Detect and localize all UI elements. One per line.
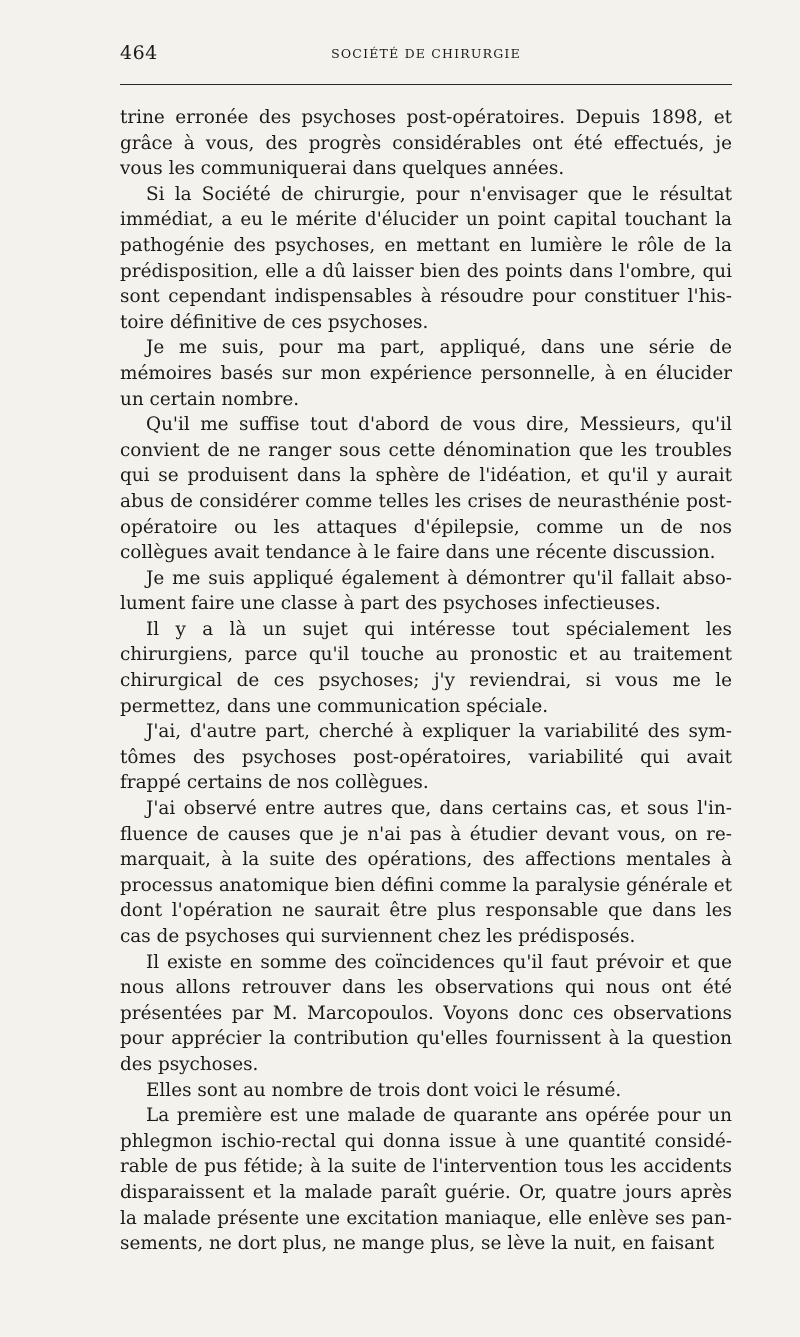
page-number: 464 bbox=[120, 42, 158, 64]
paragraph: J'ai, d'autre part, cherché à expliquer la variabilité des symtômes des psychoses post-opératoires, variabilité qui avait frappé certains de nos collègues. bbox=[120, 721, 732, 794]
body-text bbox=[120, 105, 732, 1257]
paragraph: Elles sont au nombre de trois dont voici le résumé. bbox=[146, 1079, 622, 1101]
paragraph: Il existe en somme des coïncidences qu'il faut prévoir et que nous allons retrouver dans les observations qui nous ont été présentées par M. Marcopoulos. Voyons donc ces observations pour apprécier la contribution qu'elles fournissent à la question des psychoses. bbox=[120, 951, 732, 1075]
paragraph: Je me suis appliqué également à démontrer qu'il fallait absolument faire une classe à part des psychoses infectieuses. bbox=[120, 567, 732, 615]
paragraph: Qu'il me suffise tout d'abord de vous dire, Messieurs, qu'il convient de ne ranger sous cette dénomination que les troubles qui se produisent dans la sphère de l'idéation, et qu'il y aurait abus de considérer comme telles les crises de neurasthénie post-opératoire ou les attaques d'épilepsie, comme un de nos collègues avait tendance à le faire dans une récente discussion. bbox=[120, 414, 732, 564]
header-rule bbox=[120, 84, 732, 85]
paragraph: J'ai observé entre autres que, dans certains cas, et sous l'influence de causes que je n'ai pas à étudier devant vous, on remarquait, à la suite des opérations, des affections mentales à processus anatomique bien défini comme la paralysie générale et dont l'opération ne saurait être plus responsable que dans les cas de psychoses qui surviennent chez les prédisposés. bbox=[120, 798, 732, 947]
paragraph: Je me suis, pour ma part, appliqué, dans une série de mémoires basés sur mon expérience personnelle, à en élucider un certain nombre. bbox=[120, 337, 732, 410]
paragraph: Il y a là un sujet qui intéresse tout spécialement les chirurgiens, parce qu'il touche au pronostic et au traitement chirurgical de ces psychoses; j'y reviendrai, si vous me le permettez, dans une communication spéciale. bbox=[120, 618, 732, 717]
paragraph: Si la Société de chirurgie, pour n'envisager que le résultat immédiat, a eu le mérite d'élucider un point capital touchant la pathogénie des psychoses, en mettant en lumière le rôle de la prédisposition, elle a dû laisser bien des points dans l'ombre, qui sont cependant indispensables à résoudre pour constituer l'histoire définitive de ces psychoses. bbox=[120, 183, 732, 333]
paragraph: trine erronée des psychoses post-opératoires. Depuis 1898, et grâce à vous, des progrès considérables ont été effectués, je vous les communiquerai dans quelques années. bbox=[120, 107, 732, 180]
page-header bbox=[120, 38, 732, 74]
document-page bbox=[120, 38, 732, 1257]
running-title: SOCIÉTÉ DE CHIRURGIE bbox=[331, 46, 521, 61]
paragraph: La première est une malade de quarante ans opérée pour un phlegmon ischio-rectal qui donna issue à une quantité considérable de pus fétide; à la suite de l'intervention tous les accidents disparaissent et la malade paraît guérie. Or, quatre jours après la malade présente une excitation maniaque, elle enlève ses pansements, ne dort plus, ne mange plus, se lève la nuit, en faisant bbox=[120, 1105, 732, 1255]
